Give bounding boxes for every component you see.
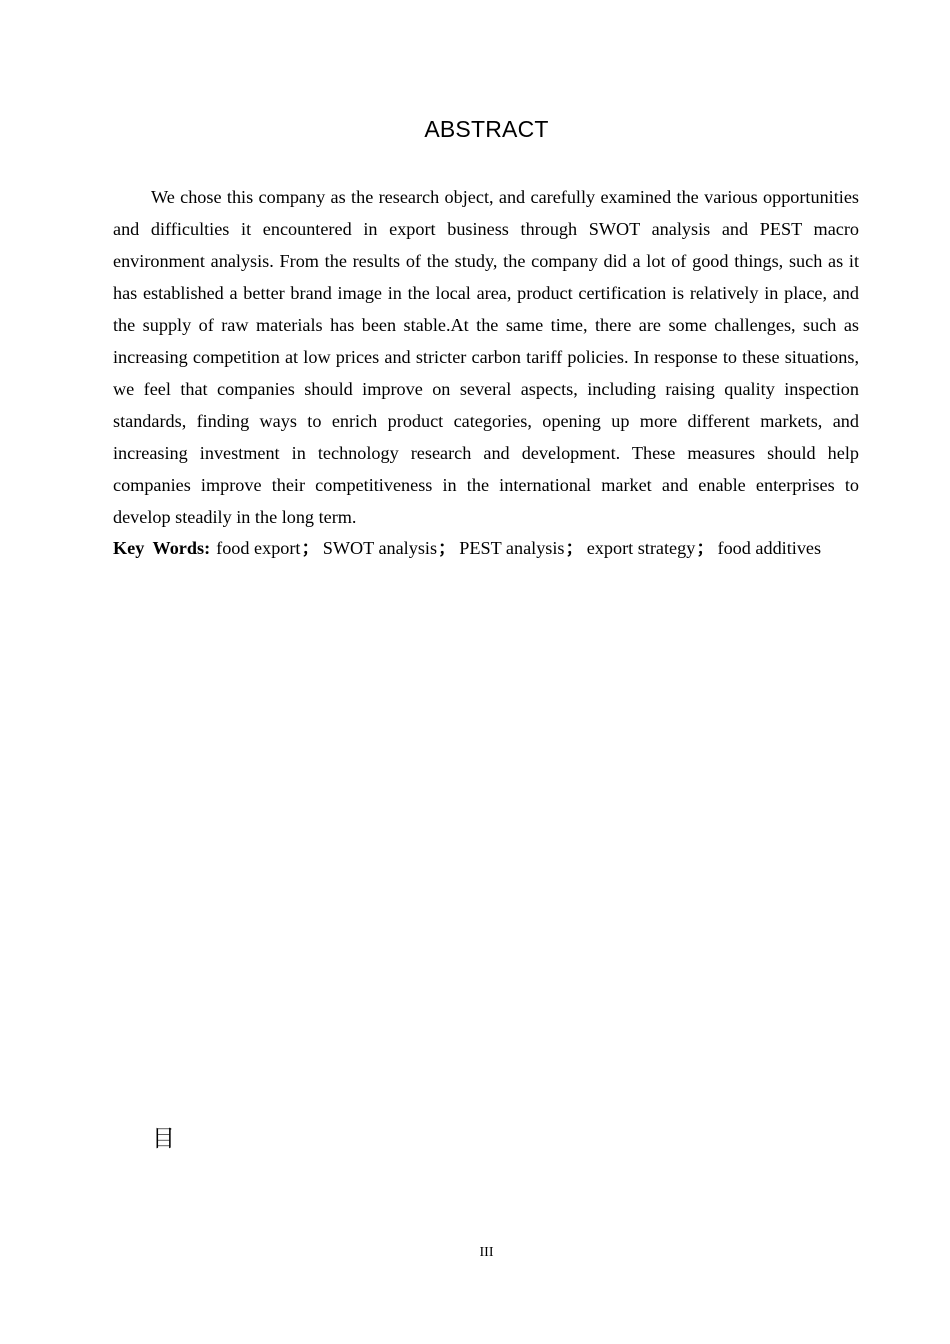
keyword-separator: ； <box>301 538 320 558</box>
keyword: food additives <box>717 538 822 558</box>
keyword-separator: ； <box>565 538 584 558</box>
keyword: PEST analysis <box>459 538 565 558</box>
keyword: export strategy <box>586 538 696 558</box>
keyword-separator: ； <box>696 538 715 558</box>
keyword-separator: ； <box>438 538 457 558</box>
keyword: SWOT analysis <box>322 538 438 558</box>
table-of-contents-heading-fragment: 目 <box>152 1126 175 1152</box>
keywords-line <box>113 532 873 564</box>
keywords-label: Key Words: <box>113 538 211 558</box>
abstract-heading: ABSTRACT <box>424 116 549 142</box>
abstract-paragraph: We chose this company as the research object, and carefully examined the various opportunities and difficulties it encountered in export business through SWOT analysis and PEST macro environment analysis. From the results of the study, the company did a lot of good things, such as it has established a better brand image in the local area, product certification is relatively in place, and the supply of raw materials has been stable.At the same time, there are some challenges, such as increasing competition at low prices and stricter carbon tariff policies. In response to these situations, we feel that companies should improve on several aspects, including raising quality inspection standards, finding ways to enrich product categories, opening up more different markets, and increasing investment in technology research and development. These measures should help companies improve their competitiveness in the international market and enable enterprises to develop steadily in the long term. <box>113 187 859 527</box>
keyword: food export <box>216 538 301 558</box>
page-number: III <box>479 1245 494 1260</box>
